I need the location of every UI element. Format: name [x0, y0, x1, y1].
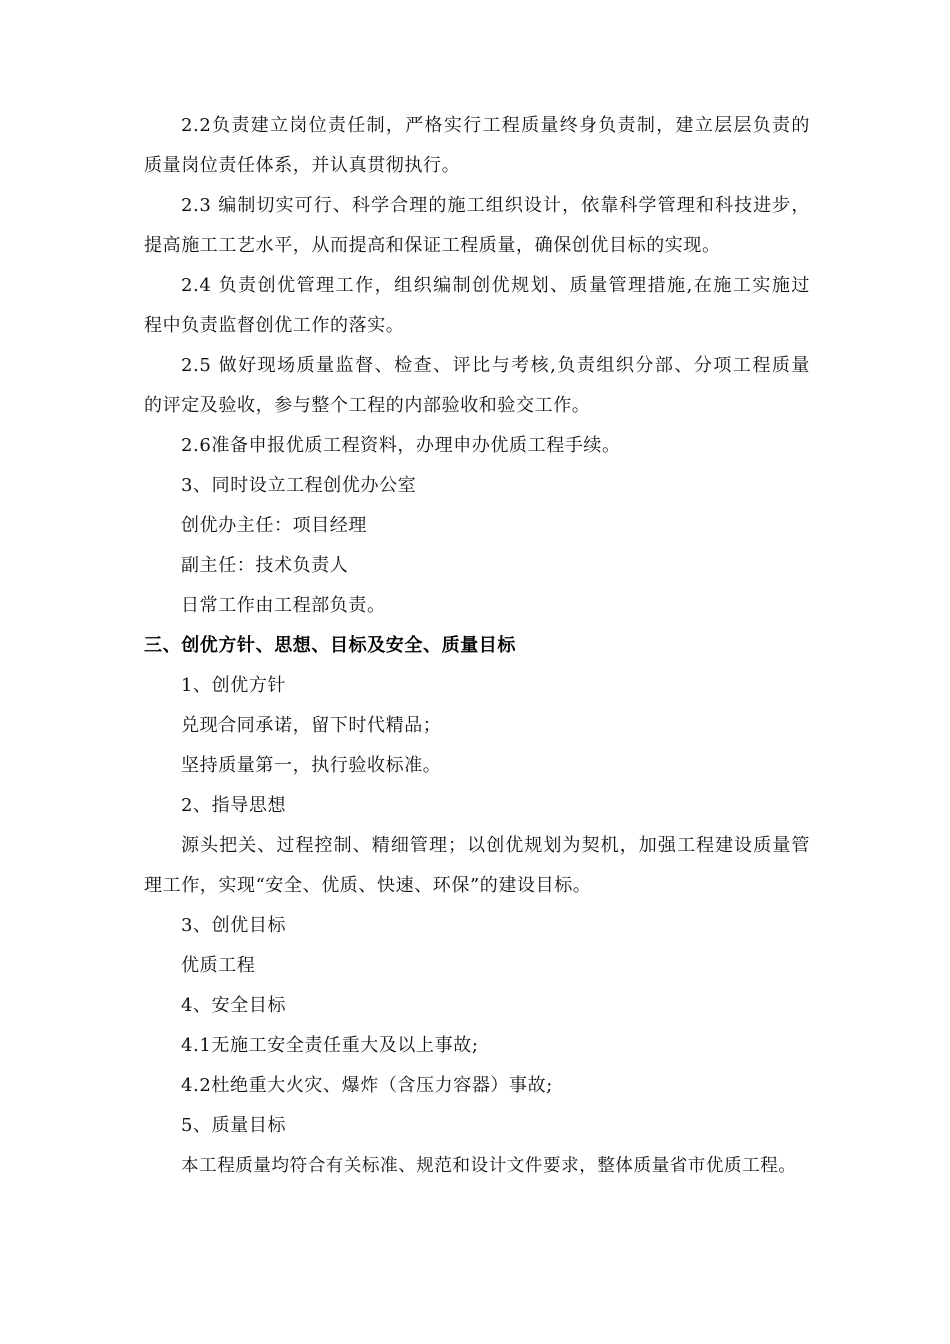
paragraph-line: 2.2负责建立岗位责任制，严格实行工程质量终身负责制，建立层层负责的: [181, 115, 810, 136]
paragraph-line: 4.2杜绝重大火灾、爆炸（含压力容器）事故;: [181, 1075, 553, 1096]
paragraph-line: 坚持质量第一，执行验收标准。: [181, 755, 442, 776]
paragraph-line: 兑现合同承诺，留下时代精品；: [181, 715, 442, 736]
paragraph-line: 副主任：技术负责人: [181, 555, 349, 576]
paragraph-line: 质量岗位责任体系，并认真贯彻执行。: [144, 155, 461, 176]
paragraph-line: 提高施工工艺水平，从而提高和保证工程质量，确保创优目标的实现。: [144, 235, 721, 256]
paragraph-line: 4.1无施工安全责任重大及以上事故;: [181, 1035, 479, 1056]
paragraph-line: 创优办主任：项目经理: [181, 515, 367, 536]
subheading-line: 5、质量目标: [181, 1115, 287, 1136]
paragraph-line: 2.3 编制切实可行、科学合理的施工组织设计，依靠科学管理和科技进步，: [181, 195, 810, 216]
paragraph-line: 优质工程: [181, 955, 256, 976]
section-heading: 三、创优方针、思想、目标及安全、质量目标: [144, 635, 516, 656]
paragraph-line: 的评定及验收，参与整个工程的内部验收和验交工作。: [144, 395, 591, 416]
paragraph-line: 理工作，实现“安全、优质、快速、环保”的建设目标。: [144, 875, 592, 896]
paragraph-line: 2.4 负责创优管理工作，组织编制创优规划、质量管理措施,在施工实施过: [181, 275, 810, 296]
subheading-line: 1、创优方针: [181, 675, 287, 696]
subheading-line: 4、安全目标: [181, 995, 287, 1016]
document-body: [144, 106, 810, 1186]
paragraph-line: 本工程质量均符合有关标准、规范和设计文件要求，整体质量省市优质工程。: [181, 1156, 797, 1176]
paragraph-line: 2.6准备申报优质工程资料，办理申办优质工程手续。: [181, 435, 621, 456]
subheading-line: 2、指导思想: [181, 795, 287, 816]
subheading-line: 3、创优目标: [181, 915, 287, 936]
paragraph-line: 程中负责监督创优工作的落实。: [144, 315, 405, 336]
paragraph-line: 日常工作由工程部负责。: [181, 595, 386, 616]
paragraph-line: 源头把关、过程控制、精细管理；以创优规划为契机，加强工程建设质量管: [181, 835, 810, 856]
subheading-line: 3、同时设立工程创优办公室: [181, 475, 417, 496]
paragraph-line: 2.5 做好现场质量监督、检查、评比与考核,负责组织分部、分项工程质量: [181, 355, 810, 376]
